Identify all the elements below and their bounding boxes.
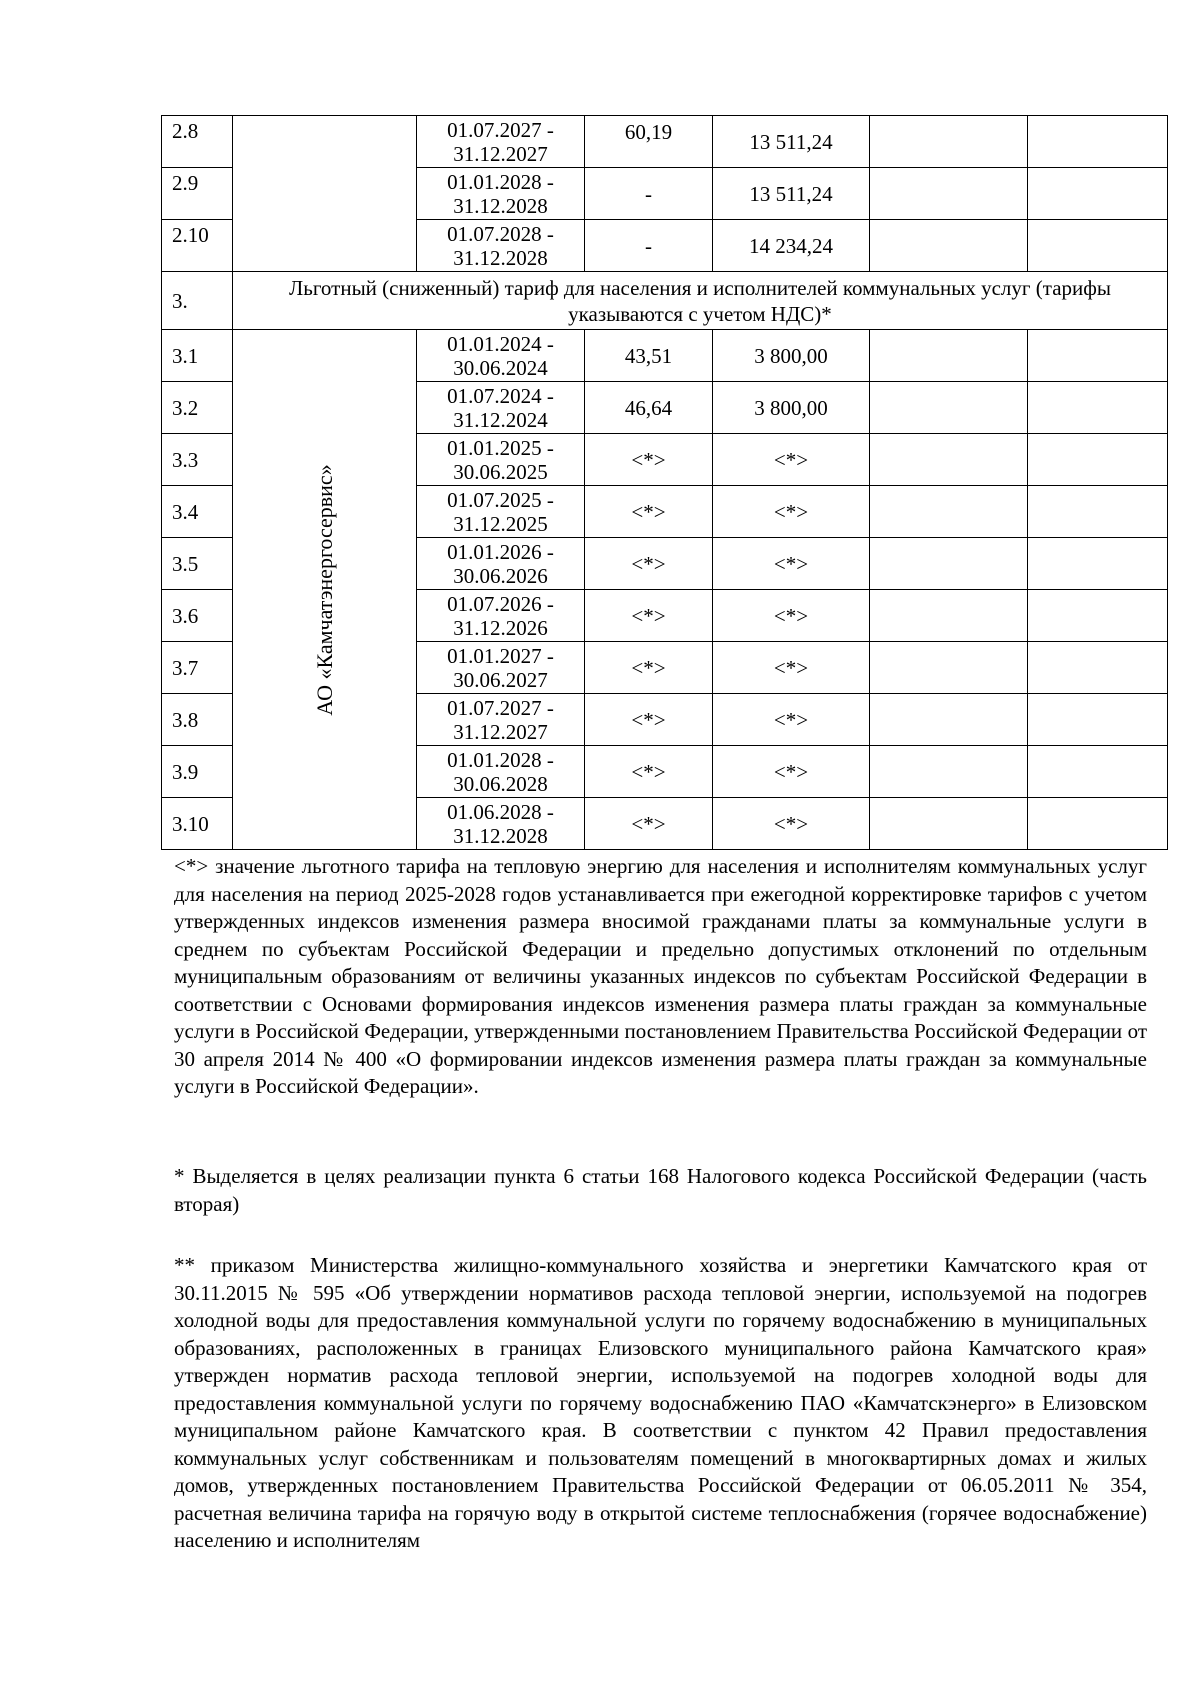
- rate-value-2: <*>: [713, 434, 870, 486]
- footnote-text: <*> значение льготного тарифа на тепловую энергию для населения и исполнителям коммунальных услуг для населения на период 2025-2028 годов устанавливается при ежегодной корректировке тарифов с учетом утвержденных индексов изменения размера вносимой гражданами платы за коммунальные услуги в среднем по субъектам Российской Федерации и предельно допустимых отклонений по отдельным муниципальным образованиям от величины указанных индексов по субъектам Российской Федерации в соответствии с Основами формирования индексов изменения размера платы граждан за коммунальные услуги в Российской Федерации, утвержденными постановлением Правительства Российской Федерации от 30 апреля 2014 № 400 «О формировании индексов изменения размера платы граждан за коммунальные услуги в Российской Федерации».: [174, 854, 1147, 1098]
- footnote-heat-norm: [174, 1252, 1147, 1555]
- rate-value-2: <*>: [713, 694, 870, 746]
- empty-cell: [870, 168, 1028, 220]
- rate-value-2: <*>: [713, 798, 870, 850]
- rate-value-1: -: [585, 168, 713, 220]
- table-row: [162, 330, 1168, 382]
- empty-cell: [870, 590, 1028, 642]
- row-number: 3.6: [162, 590, 233, 642]
- row-number: 3.10: [162, 798, 233, 850]
- rate-value-1: <*>: [585, 590, 713, 642]
- row-number: 3.5: [162, 538, 233, 590]
- empty-cell: [870, 486, 1028, 538]
- period-cell: 01.07.2027 - 31.12.2027: [417, 116, 585, 168]
- rate-value-1: <*>: [585, 694, 713, 746]
- empty-cell: [1028, 434, 1168, 486]
- rate-value-1: 60,19: [585, 116, 713, 168]
- empty-cell: [1028, 694, 1168, 746]
- rate-value-2: <*>: [713, 486, 870, 538]
- empty-cell: [870, 220, 1028, 272]
- row-number: 3.9: [162, 746, 233, 798]
- empty-cell: [870, 116, 1028, 168]
- rate-value-2: <*>: [713, 642, 870, 694]
- period-cell: 01.01.2028 - 31.12.2028: [417, 168, 585, 220]
- period-cell: 01.01.2025 - 30.06.2025: [417, 434, 585, 486]
- rate-value-2: 13 511,24: [713, 168, 870, 220]
- table-row: [162, 116, 1168, 168]
- rate-value-1: 43,51: [585, 330, 713, 382]
- empty-cell: [870, 798, 1028, 850]
- footnote-vat: [174, 1163, 1147, 1218]
- empty-cell: [870, 746, 1028, 798]
- period-cell: 01.07.2026 - 31.12.2026: [417, 590, 585, 642]
- empty-cell: [1028, 220, 1168, 272]
- row-number: 3.8: [162, 694, 233, 746]
- empty-cell: [1028, 538, 1168, 590]
- footnote-tariff-correction: [174, 853, 1147, 1101]
- rate-value-2: <*>: [713, 538, 870, 590]
- empty-cell: [1028, 486, 1168, 538]
- organization-name: АО «Камчатэнергосервис»: [311, 463, 337, 716]
- period-cell: 01.01.2027 - 30.06.2027: [417, 642, 585, 694]
- row-number: 2.9: [162, 168, 233, 220]
- period-cell: 01.07.2027 - 31.12.2027: [417, 694, 585, 746]
- period-cell: 01.06.2028 - 31.12.2028: [417, 798, 585, 850]
- row-number: 3.7: [162, 642, 233, 694]
- rate-value-1: <*>: [585, 486, 713, 538]
- tariff-table: [161, 115, 1168, 850]
- empty-cell: [1028, 116, 1168, 168]
- organization-cell-blank: [233, 116, 417, 272]
- group-title: Льготный (сниженный) тариф для населения и исполнителей коммунальных услуг (тарифы указываются с учетом НДС)*: [233, 272, 1168, 330]
- row-number: 3.1: [162, 330, 233, 382]
- period-cell: 01.01.2024 - 30.06.2024: [417, 330, 585, 382]
- row-number: 3.3: [162, 434, 233, 486]
- rate-value-1: <*>: [585, 746, 713, 798]
- empty-cell: [1028, 382, 1168, 434]
- empty-cell: [1028, 590, 1168, 642]
- period-cell: 01.01.2026 - 30.06.2026: [417, 538, 585, 590]
- empty-cell: [870, 434, 1028, 486]
- empty-cell: [1028, 330, 1168, 382]
- empty-cell: [870, 382, 1028, 434]
- table-body: [162, 116, 1168, 850]
- rate-value-1: -: [585, 220, 713, 272]
- row-number: 2.8: [162, 116, 233, 168]
- footnote-text: ** приказом Министерства жилищно-коммунального хозяйства и энергетики Камчатского края от 30.11.2015 № 595 «Об утверждении нормативов расхода тепловой энергии, используемой на подогрев холодной воды для предоставления коммунальной услуги по горячему водоснабжению в муниципальных образованиях, расположенных в границах Елизовского муниципального района Камчатского края» утвержден норматив расхода тепловой энергии, используемой на подогрев холодной воды для предоставления коммунальной услуги по горячему водоснабжению ПАО «Камчатскэнерго» в Елизовском муниципальном районе Камчатского края. В соответствии с пунктом 42 Правил предоставления коммунальных услуг собственникам и пользователям помещений в многоквартирных домах и жилых домов, утвержденных постановлением Правительства Российской Федерации от 06.05.2011 № 354, расчетная величина тарифа на горячую воду в открытой системе теплоснабжения (горячее водоснабжение) населению и исполнителям: [174, 1253, 1147, 1552]
- period-cell: 01.07.2024 - 31.12.2024: [417, 382, 585, 434]
- empty-cell: [870, 330, 1028, 382]
- empty-cell: [1028, 642, 1168, 694]
- empty-cell: [1028, 798, 1168, 850]
- period-cell: 01.01.2028 - 30.06.2028: [417, 746, 585, 798]
- footnote-text: * Выделяется в целях реализации пункта 6 статьи 168 Налогового кодекса Российской Федерации (часть вторая): [174, 1164, 1147, 1216]
- empty-cell: [870, 694, 1028, 746]
- empty-cell: [870, 538, 1028, 590]
- group-number: 3.: [162, 272, 233, 330]
- period-cell: 01.07.2028 - 31.12.2028: [417, 220, 585, 272]
- rate-value-1: 46,64: [585, 382, 713, 434]
- rate-value-2: 3 800,00: [713, 382, 870, 434]
- row-number: 2.10: [162, 220, 233, 272]
- period-cell: 01.07.2025 - 31.12.2025: [417, 486, 585, 538]
- empty-cell: [870, 642, 1028, 694]
- group-header-row: [162, 272, 1168, 330]
- rate-value-2: <*>: [713, 746, 870, 798]
- rate-value-1: <*>: [585, 642, 713, 694]
- empty-cell: [1028, 746, 1168, 798]
- row-number: 3.2: [162, 382, 233, 434]
- organization-cell: [233, 330, 417, 850]
- rate-value-2: 13 511,24: [713, 116, 870, 168]
- empty-cell: [1028, 168, 1168, 220]
- rate-value-2: 3 800,00: [713, 330, 870, 382]
- rate-value-1: <*>: [585, 538, 713, 590]
- rate-value-1: <*>: [585, 798, 713, 850]
- rate-value-1: <*>: [585, 434, 713, 486]
- rate-value-2: 14 234,24: [713, 220, 870, 272]
- rate-value-2: <*>: [713, 590, 870, 642]
- row-number: 3.4: [162, 486, 233, 538]
